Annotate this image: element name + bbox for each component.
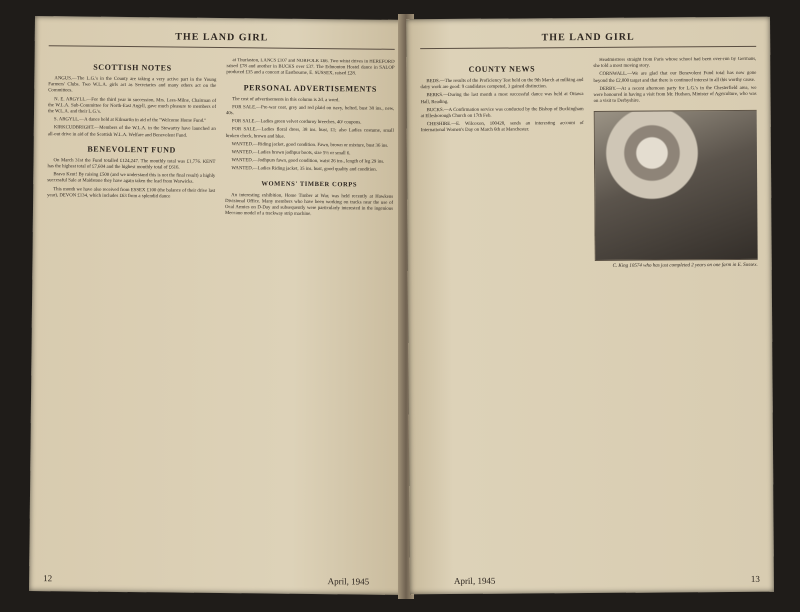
- paragraph: DERBY.—At a recent afternoon party for L.G.'s in the Chesterfield area, we were honoured in having a visit from Mr. Hudson, Minister of Agriculture, who was on a visit to Derbyshire.: [593, 85, 757, 105]
- header-rule: [49, 45, 395, 50]
- section-heading-benevolent-fund: BENEVOLENT FUND: [87, 144, 176, 155]
- paragraph: The cost of advertisements in this column is 2d. a word.: [232, 96, 340, 103]
- right-column-1: [420, 58, 587, 566]
- paragraph: BERKS.—During the last month a most successful dance was held at Ottawa Hall, Reading.: [420, 92, 584, 105]
- paragraph: S. ARGYLL.—A dance held at Kilmartin in aid of the "Welcome Home Fund.": [53, 117, 207, 125]
- right-page-columns: [420, 57, 760, 566]
- portrait-photo: [594, 110, 760, 261]
- right-page: [406, 17, 774, 595]
- paragraph: BEDS.—The results of the Proficiency Test held on the 9th March at milking and dairy work are good: 9 candidates competed, 3 gained distinction.: [420, 78, 584, 91]
- header-rule: [420, 46, 756, 49]
- right-column-2: [593, 57, 760, 565]
- issue-date: April, 1945: [327, 576, 370, 587]
- advert: FOR SALE.—Ladies floral dress, 38 ins. bust, £1; also Ladies costume, small broken check, brown and blue.: [225, 127, 394, 140]
- advert: FOR SALE.—Pre-war coat, grey and red plaid on navy, belted, bust 38 ins., new, 40s.: [225, 104, 395, 117]
- left-column-2: [221, 58, 394, 567]
- section-heading-timber-corps: WOMENS' TIMBER CORPS: [261, 180, 358, 189]
- paragraph: Headmistress straight from Paris whose school had been over-run by Germans, she told a most moving story.: [593, 56, 757, 70]
- section-heading-county-news: COUNTY NEWS: [468, 64, 536, 74]
- page-number: 12: [43, 573, 53, 584]
- page-number: 13: [750, 573, 760, 584]
- running-head: THE LAND GIRL: [541, 31, 635, 44]
- issue-date: April, 1945: [453, 575, 496, 586]
- paragraph: This month we have also received from ESSEX £100 (the balance of their drive last year), DEVON £134, which includes £63 from a splendid dance: [47, 186, 216, 200]
- advert: WANTED.—Jodhpurs fawn, good condition, waist 26 ins., length of leg 29 ins.: [231, 158, 385, 165]
- section-heading-scottish-notes: SCOTTISH NOTES: [93, 62, 172, 73]
- paragraph: at Thurlaston, LANCS £107 and NORFOLK £66. Two whist drives in HEREFORD raised £78 and another in BUCKS over £37. The Edmonton Hostel dance in SALOP produced £35 and a concert at Eastbourne, E. SUSSEX, raised £28.: [226, 58, 395, 77]
- paragraph: An interesting exhibition, Home Timber at War, was held recently at Hawkens Divisional Office. Many members who have been working on tracks near the use of Ocal Armies on D-Day and subsequently were particularly interested in the ingenious Meccano model of a trackway strip machine.: [224, 192, 394, 218]
- running-head: THE LAND GIRL: [175, 31, 269, 44]
- page-footer: [424, 574, 760, 586]
- paragraph: ANGUS.—The L.G.'s in the County are taking a very active part in the Young Farmers' Clubs. Two W.L.A. girls act as Secretaries and many others act on the Committees.: [48, 76, 217, 94]
- paragraph: Bravo Kent! By raising £500 (and we understand this is not the final result) a highly successful Sale at Maidstone they have again taken the lead from Warwicks.: [47, 172, 216, 186]
- section-heading-personal-advertisements: PERSONAL ADVERTISEMENTS: [243, 82, 377, 94]
- advert: WANTED.—Ladies Riding jacket, 35 ins. bust, good quality and condition.: [231, 166, 377, 174]
- advert: WANTED.—Riding jacket, good condition. Fawn, brown or mixture, bust 36 ins.: [231, 141, 389, 149]
- paragraph: On March 31st the Fund totalled £124,247. The monthly total was £1,776. KENT has the highest total of £7,604 and the highest monthly total of £616.: [47, 158, 216, 171]
- paragraph: BUCKS.—A Confirmation service was conducted by the Bishop of Buckingham at Ellesborough Church on 17th Feb.: [420, 106, 584, 120]
- page-footer: [43, 573, 389, 587]
- left-page-columns: [43, 56, 394, 567]
- left-page: [29, 16, 409, 595]
- paragraph: CORNWALL.—We are glad that our Benevolent Fund total has now gone beyond the £2,000 target and that there is continued interest in all this worthy cause.: [593, 71, 757, 84]
- left-column-1: [43, 56, 216, 565]
- advert: FOR SALE.—Ladies green velvet corduroy breeches, 40/ coupons.: [231, 119, 362, 126]
- photo-caption: C. King 10574 who has just completed 2 years on one farm in E. Sussex.: [612, 263, 758, 270]
- paragraph: N. E. ARGYLL.—For the third year in succession, Mrs. Lees-Milne, Chairman of the W.L.A. Sub-Committee for North-East Argyll, gave much pleasure to members of the W.L.A. and their L.G.'s.: [47, 96, 217, 115]
- paragraph: CHESHIRE.—E. Wilcoxon, 100428, sends an interesting account of International Women's Day on March 6th at Manchester.: [420, 121, 584, 134]
- paragraph: KIRKCUDBRIGHT.—Members of the W.L.A. in the Stewartry have launched an all-out drive in aid of the Scottish W.L.A. Welfare and Benevolent Fund.: [47, 125, 216, 139]
- advert: WANTED.—Ladies brown jodhpur boots, size 5½ or small 6.: [231, 150, 351, 157]
